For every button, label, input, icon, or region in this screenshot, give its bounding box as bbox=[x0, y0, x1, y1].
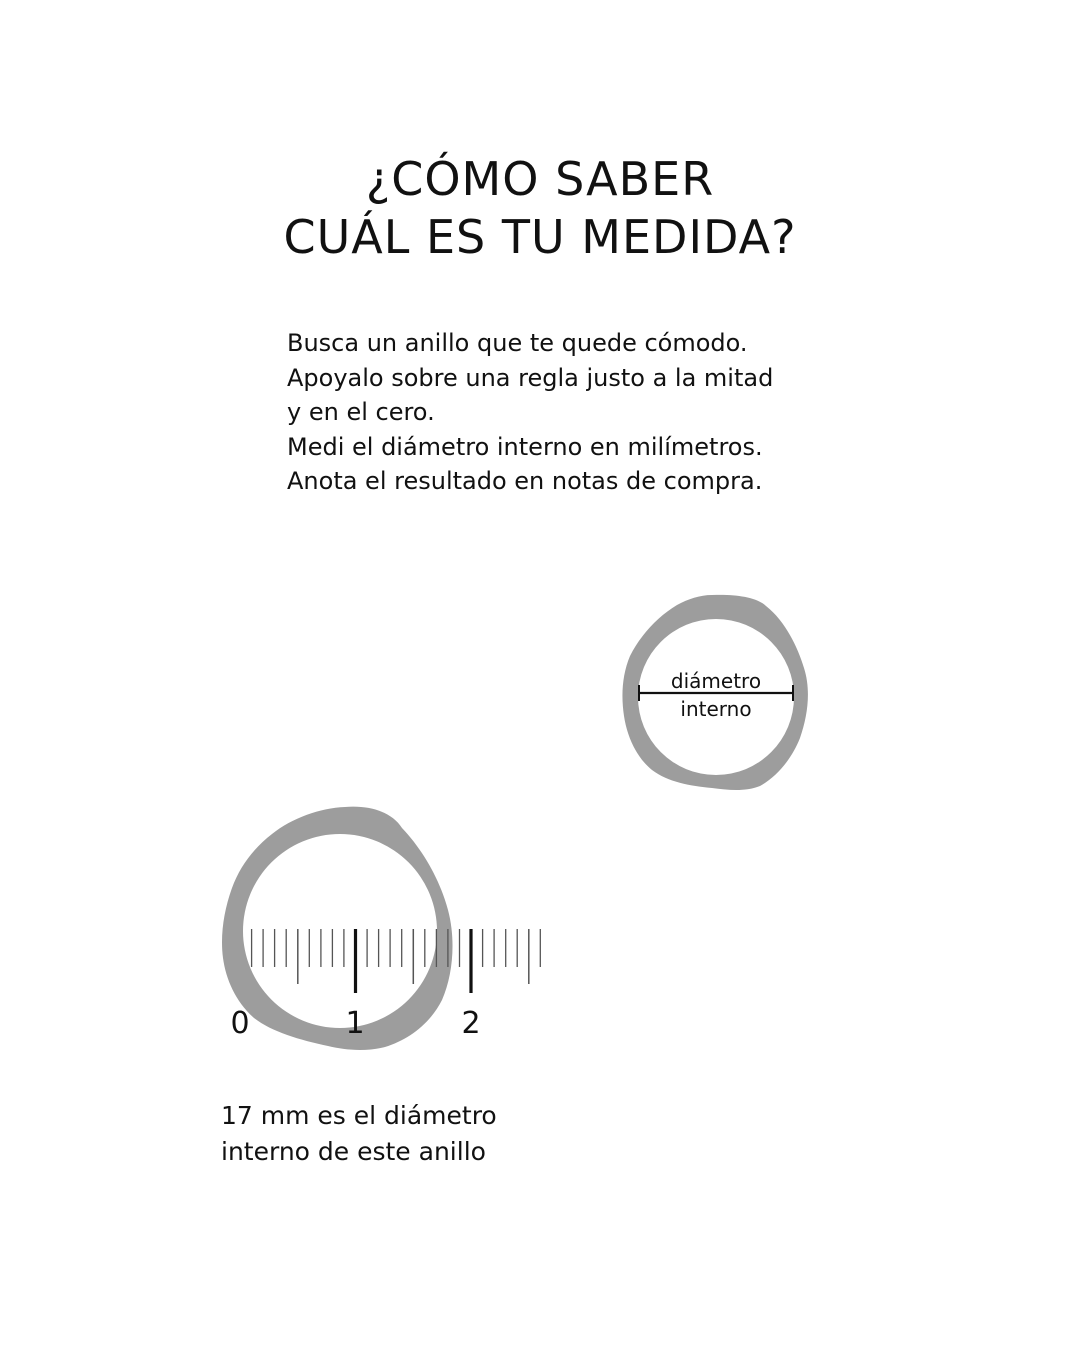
caption-line-2: interno de este anillo bbox=[221, 1137, 486, 1166]
instruction-line-2: Apoyalo sobre una regla justo a la mitad bbox=[287, 363, 774, 392]
title-line-2: CUÁL ES TU MEDIDA? bbox=[283, 210, 797, 264]
instruction-line-3: y en el cero. bbox=[287, 398, 435, 426]
instruction-line-4: Medi el diámetro interno en milímetros. bbox=[287, 432, 763, 461]
instruction-line-1: Busca un anillo que te quede cómodo. bbox=[287, 329, 748, 357]
caption-line-1: 17 mm es el diámetro bbox=[221, 1101, 497, 1130]
ruler-label-2: 2 bbox=[461, 1006, 481, 1041]
title-line-1: ¿CÓMO SABER bbox=[365, 152, 715, 206]
ruler-ticks bbox=[252, 929, 541, 993]
ruler-label-1: 1 bbox=[345, 1006, 365, 1041]
diameter-label-line-2: interno bbox=[680, 697, 752, 721]
measurement-caption bbox=[221, 1098, 621, 1170]
large-ring-icon bbox=[222, 807, 453, 1050]
small-ring-diagram bbox=[622, 595, 807, 790]
large-ring-diagram bbox=[222, 807, 540, 1050]
instruction-line-5: Anota el resultado en notas de compra. bbox=[287, 467, 763, 495]
ruler-label-0: 0 bbox=[230, 1006, 250, 1041]
diameter-label-line-1: diámetro bbox=[670, 669, 762, 693]
